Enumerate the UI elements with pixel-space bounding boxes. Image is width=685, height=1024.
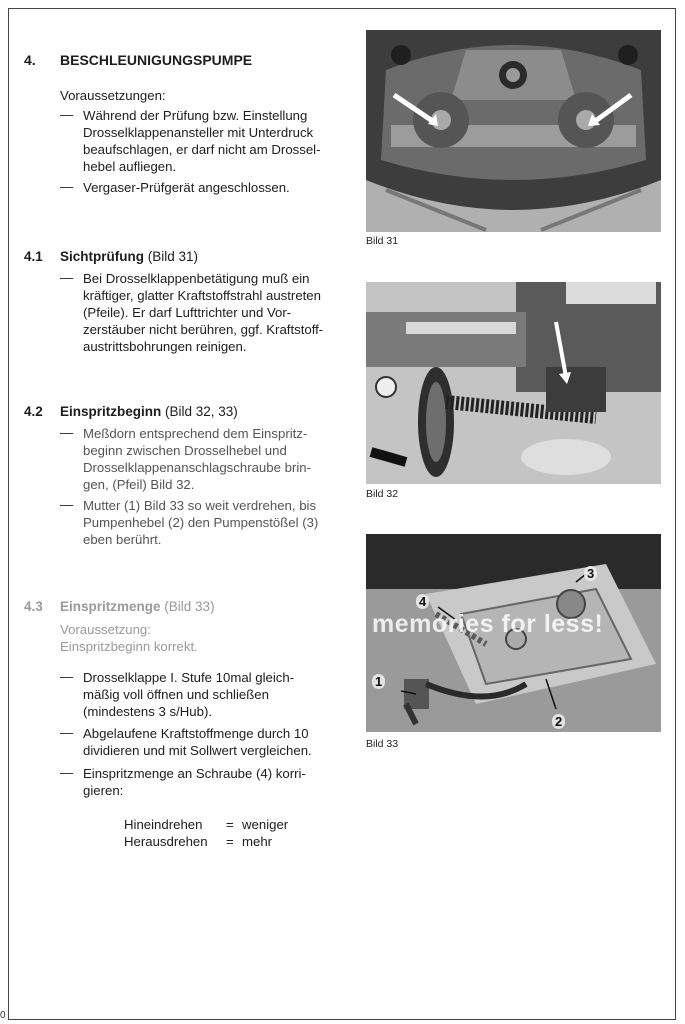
- section-4-1-line-3: (Pfeile). Er darf Lufttrichter und Vor-: [83, 305, 292, 320]
- adjust-row-2-left: Herausdrehen: [124, 834, 208, 849]
- section-4-2-number: 4.2: [24, 404, 43, 419]
- section-4-3-prereq-value: Einspritzbeginn korrekt.: [60, 639, 198, 654]
- carburetor-top-photo: [366, 30, 661, 232]
- section-4-3-title: Einspritzmenge: [60, 599, 161, 614]
- adjust-row-2-right: mehr: [242, 834, 273, 849]
- section-4-3-item-2-line-1: Abgelaufene Kraftstoffmenge durch 10: [83, 726, 309, 741]
- section-4-1-heading: [60, 249, 198, 264]
- section-4-1-title: Sichtprüfung: [60, 249, 144, 264]
- label-3: 3: [584, 566, 597, 581]
- carburetor-side-photo: [366, 282, 661, 484]
- section-4-3-heading: [60, 599, 215, 614]
- section-4-1-number: 4.1: [24, 249, 43, 264]
- section-4-3-item-1-line-2: mäßig voll öffnen und schließen: [83, 687, 269, 702]
- bullet-dash: —: [60, 725, 74, 740]
- label-2: 2: [552, 714, 565, 729]
- section-4-item-1-line-4: hebel aufliegen.: [83, 159, 177, 174]
- adjust-row-1-eq: =: [226, 817, 234, 832]
- section-4-item-1-line-1: Während der Prüfung bzw. Einstellung: [83, 108, 308, 123]
- section-4-2-item-2-line-1: Mutter (1) Bild 33 so weit verdrehen, bis: [83, 498, 317, 513]
- section-4-1-ref: (Bild 31): [147, 249, 199, 264]
- bullet-dash: —: [60, 107, 74, 122]
- section-4-2-item-2-line-2: Pumpenhebel (2) den Pumpenstößel (3): [83, 515, 319, 530]
- bullet-dash: —: [60, 765, 74, 780]
- section-4-3-prereq-label: Voraussetzung:: [60, 622, 151, 637]
- section-4-2-heading: [60, 404, 238, 419]
- section-4-2-ref: (Bild 32, 33): [165, 404, 238, 419]
- section-4-2-item-2-line-3: eben berührt.: [83, 532, 162, 547]
- section-4-3-ref: (Bild 33): [164, 599, 215, 614]
- section-4-item-1-line-3: beaufschlagen, er darf nicht am Drossel-: [83, 142, 321, 157]
- section-4-3-item-3-line-1: Einspritzmenge an Schraube (4) korri-: [83, 766, 306, 781]
- section-4-number: 4.: [24, 52, 36, 68]
- section-4-3-item-1-line-3: (mindestens 3 s/Hub).: [83, 704, 212, 719]
- section-4-prereq-label: Voraussetzungen:: [60, 88, 166, 103]
- section-4-2-item-1-line-3: Drosselklappenanschlagschraube brin-: [83, 460, 311, 475]
- label-4: 4: [416, 594, 429, 609]
- section-4-3-number: 4.3: [24, 599, 43, 614]
- watermark: memories for less!: [372, 610, 604, 638]
- adjust-row-2-eq: =: [226, 834, 234, 849]
- figure-bild-32: [366, 282, 661, 484]
- bullet-dash: —: [60, 669, 74, 684]
- section-4-2-title: Einspritzbeginn: [60, 404, 162, 419]
- section-4-2-item-1-line-4: gen, (Pfeil) Bild 32.: [83, 477, 195, 492]
- section-4-item-2-line-1: Vergaser-Prüfgerät angeschlossen.: [83, 180, 290, 195]
- adjust-row-1-right: weniger: [242, 817, 289, 832]
- adjust-row-1-left: Hineindrehen: [124, 817, 203, 832]
- section-4-1-line-1: Bei Drosselklappenbetätigung muß ein: [83, 271, 310, 286]
- section-4-3-item-2-line-2: dividieren und mit Sollwert vergleichen.: [83, 743, 312, 758]
- bullet-dash: —: [60, 497, 74, 512]
- section-4-3-item-1-line-1: Drosselklappe I. Stufe 10mal gleich-: [83, 670, 295, 685]
- bullet-dash: —: [60, 270, 74, 285]
- label-1: 1: [372, 674, 385, 689]
- figure-bild-31: [366, 30, 661, 232]
- caption-bild-32: Bild 32: [366, 488, 399, 500]
- page-marker: 0: [0, 1010, 6, 1021]
- section-4-2-item-1-line-1: Meßdorn entsprechend dem Einspritz-: [83, 426, 308, 441]
- bullet-dash: —: [60, 425, 74, 440]
- section-4-1-line-2: kräftiger, glatter Kraftstoffstrahl austreten: [83, 288, 321, 303]
- section-4-1-line-5: austrittsbohrungen reinigen.: [83, 339, 247, 354]
- section-4-3-item-3-line-2: gieren:: [83, 783, 124, 798]
- section-4-title: BESCHLEUNIGUNGSPUMPE: [60, 52, 253, 68]
- section-4-2-item-1-line-2: beginn zwischen Drosselhebel und: [83, 443, 287, 458]
- bullet-dash: —: [60, 179, 74, 194]
- caption-bild-33: Bild 33: [366, 738, 399, 750]
- section-4-1-line-4: zerstäuber nicht berühren, ggf. Kraftstoff-: [83, 322, 324, 337]
- section-4-item-1-line-2: Drosselklappenansteller mit Unterdruck: [83, 125, 314, 140]
- caption-bild-31: Bild 31: [366, 235, 399, 247]
